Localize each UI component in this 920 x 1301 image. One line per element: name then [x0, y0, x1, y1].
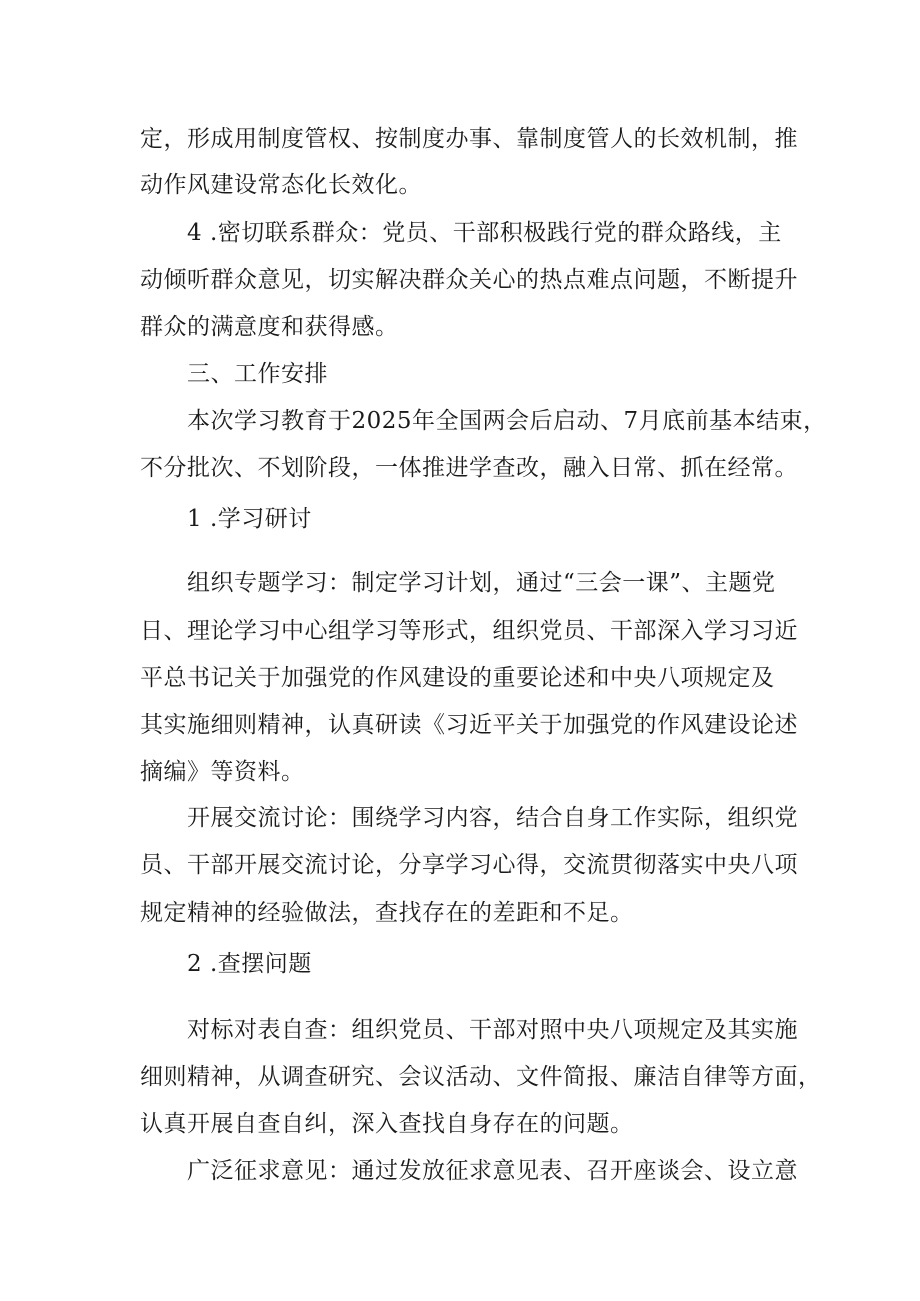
- text-line: 细则精神，从调查研究、会议活动、文件简报、廉洁自律等方面，: [140, 1064, 822, 1090]
- text-line: 本次学习教育于2025年全国两会后启动、7月底前基本结束，: [187, 408, 827, 434]
- text-line: 开展交流讨论：围绕学习内容，结合自身工作实际，组织党: [187, 805, 798, 831]
- text-line: 对标对表自查：组织党员、干部对照中央八项规定及其实施: [187, 1017, 798, 1043]
- text-line: 平总书记关于加强党的作风建设的重要论述和中央八项规定及: [140, 665, 775, 691]
- text-line: 摘编》等资料。: [140, 759, 305, 785]
- text-line: 认真开展自查自纠，深入查找自身存在的问题。: [140, 1111, 634, 1137]
- section-heading: 三、工作安排: [187, 361, 328, 387]
- subsection-heading: 2 .查摆问题: [187, 951, 312, 977]
- text-line: 群众的满意度和获得感。: [140, 314, 399, 340]
- text-line: 其实施细则精神，认真研读《习近平关于加强党的作风建设论述: [140, 712, 798, 738]
- text-line: 员、干部开展交流讨论，分享学习心得，交流贯彻落实中央八项: [140, 852, 798, 878]
- text-line: 日、理论学习中心组学习等形式，组织党员、干部深入学习习近: [140, 618, 798, 644]
- text-line: 动作风建设常态化长效化。: [140, 172, 422, 198]
- text-line: 动倾听群众意见，切实解决群众关心的热点难点问题，不断提升: [140, 267, 798, 293]
- subsection-heading: 1 .学习研讨: [187, 506, 312, 532]
- text-line: 定，形成用制度管权、按制度办事、靠制度管人的长效机制，推: [140, 126, 798, 152]
- text-line: 不分批次、不划阶段，一体推进学查改，融入日常、抓在经常。: [140, 455, 798, 481]
- text-line: 广泛征求意见：通过发放征求意见表、召开座谈会、设立意: [187, 1158, 798, 1184]
- list-item-heading: 4 .密切联系群众：党员、干部积极践行党的群众路线，主: [187, 220, 782, 246]
- text-line: 规定精神的经验做法，查找存在的差距和不足。: [140, 900, 634, 926]
- text-line: 组织专题学习：制定学习计划，通过“三会一课”、主题党: [187, 570, 776, 596]
